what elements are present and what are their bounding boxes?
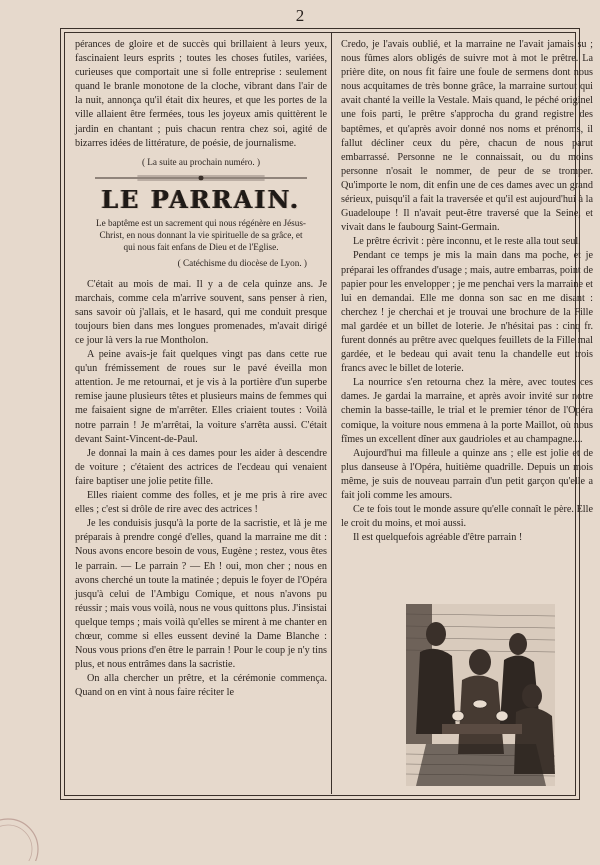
column-divider xyxy=(331,32,332,794)
article-paragraph: Je donnai la main à ces dames pour les aider à descendre de voiture ; c'étaient des actrices de l'ecdeau qui venaient faire baptiser une jolie petite fille. xyxy=(75,447,327,487)
article-paragraph: Aujourd'hui ma filleule a quinze ans ; elle est jolie et de plus danseuse à l'Opéra, huitième quadrille. Depuis un mois même, je suis de nouveau parrain d'un petit garçon qu'elle a fait joli comme les amours. xyxy=(341,447,593,501)
continuation-note: ( La suite au prochain numéro. ) xyxy=(141,156,261,167)
page-number: 2 xyxy=(295,6,305,25)
ornamental-rule xyxy=(95,173,307,183)
article-title: LE PARRAIN. xyxy=(101,184,301,214)
article-paragraph: C'était au mois de mai. Il y a de cela quinze ans. Je marchais, comme cela m'arrive souvent, sans penser à rien, sans savoir où j'allais, et le hasard, qui me conduit presque toujours bien dans mes longues promenades, m'avait dirigé ce jour là vers la rue Montholon. xyxy=(75,278,327,347)
article-paragraph: Ce te fois tout le monde assure qu'elle connaît le père. Elle le croit du moins, et moi aussi. xyxy=(341,504,593,530)
article-paragraph: La nourrice s'en retourna chez la mère, avec toutes ces dames. Je gardai la marraine, et après avoir invité sur notre chemin la basse-taille, le trial et le premier ténor de l'Opéra comique, la voiture nous emmena à la porte Maillot, où nous fîmes un excellent dîner aux gaudrioles et au champagne.... xyxy=(341,377,593,445)
article-paragraph: Il est quelquefois agréable d'être parrain ! xyxy=(353,532,523,544)
article-paragraph: On alla chercher un prêtre, et la cérémonie commença. Quand on en vint à nous faire réciter le xyxy=(75,673,327,699)
left-column xyxy=(75,38,327,700)
article-paragraph: Le prêtre écrivit : père inconnu, et le reste alla tout seul. xyxy=(353,236,581,248)
article-paragraph: Elles riaient comme des folles, et je me pris à rire avec elles ; c'est si drôle de rire avec des actrices ! xyxy=(75,490,327,516)
article-paragraph: A peine avais-je fait quelques vingt pas dans cette rue qu'un frémissement de roues sur le pavé éveilla mon attention. Je me retournai, et je vis à la portière d'un superbe remise jaune plusieurs têtes et plusieurs mains de femmes qui me faisaient signe de m'arrêter. Elles criaient toutes : Voilà notre parrain ! Je m'arrêtai, la voiture s'arrêta aussi. C'était devant Saint-Vincent-de-Paul. xyxy=(75,349,327,445)
article-paragraph: Pendant ce temps je mis la main dans ma poche, et je préparai les offrandes d'usage ; mais, autre embarras, point de papier pour les envelopper ; je me penchai vers la marraine et lui en demandai. Elle me donna son sac en me disant : cherchez ! je cherchai et je trouvai une brochure de la Fille mal gardée et un billet de loterie. Je n'hésitai pas : cinq fr. furent donnés au prêtre avec quelques feuillets de la Fille mal gardée, et le bedeau qui avait tenu la chandelle eut trois francs avec le billet de loterie. xyxy=(341,250,593,375)
engraving-illustration xyxy=(406,604,555,786)
right-column xyxy=(341,38,593,545)
article-paragraph: Credo, je l'avais oublié, et la marraine ne l'avait jamais su ; nous fûmes alors obligés de suivre mot à mot le prêtre. La prière dite, on nous fit faire une foule de sermens dont nous nous acquitames de très bonne grâce, la marraine surtout qui avait chanté la veille la Vestale. Mais quand, le péché originel une fois parti, le prêtre s'approcha du grand registre des baptêmes, et qu'après avoir donné nos noms et prénoms, il fallut décliner ceux du père, chacun de nous parut embarrassé. Personne ne le connaissait, ou du moins personne n'osait le nommer, de peur de se tromper. Qu'importe le nom, dit enfin une de ces dames avec un grand sérieux, puisqu'il a fait la traversée et qu'il est aujourd'hui à la Guadeloupe ! Il n'avait peut-être traversé que la Seine, et vivait dans le faubourg Saint-Germain. xyxy=(341,39,593,234)
intro-paragraph: pérances de gloire et de succès qui brillaient à leurs yeux, fascinaient leurs esprits ; toutes les choses futiles, variées, curieuses que comportait une si folle entreprise : seulement quand le branle monotone de la cloche, vibrant dans l'air de la nuit, annonça qu'il était dix heures, et que les portes de la ville allaient être fermées, tous les joyeux amis quittèrent le jardin en chantant ; puis chacun rentra chez soi, agité de bizarres idées de littérature, de poésie, de journalisme. xyxy=(75,39,327,149)
article-paragraph: Je les conduisis jusqu'à la porte de la sacristie, et là je me préparais à prendre congé d'elles, quand la marraine me dit : Nous avons encore besoin de vous, Eugène ; restez, vous êtes le parrain. — Le parrain ? — Eh ! oui, mon cher ; nous en avons cherché un toute la matinée ; depuis le foyer de l'Opéra jusqu'à celui de l'Ambigu Comique, et nous n'avons pu réussir ; mais vous voilà, nous ne vous quittons plus. J'insistai quelque temps ; mais voilà qu'elles se mirent à me chanter en chœur, comme si elles eussent deviné la Dame Blanche : Nous vous prions d'en être le parrain ! Pour le coup je n'y tins plus, et nous entrâmes dans la sacristie. xyxy=(75,518,327,671)
epigraph: Le baptême est un sacrement qui nous régénère en Jésus-Christ, en nous donnant la vie spirituelle de sa grâce, et qui nous fait enfans de Dieu et de l'Eglise. xyxy=(96,217,306,253)
epigraph-source: ( Catéchisme du diocèse de Lyon. ) xyxy=(177,257,307,268)
library-stamp xyxy=(0,805,42,861)
